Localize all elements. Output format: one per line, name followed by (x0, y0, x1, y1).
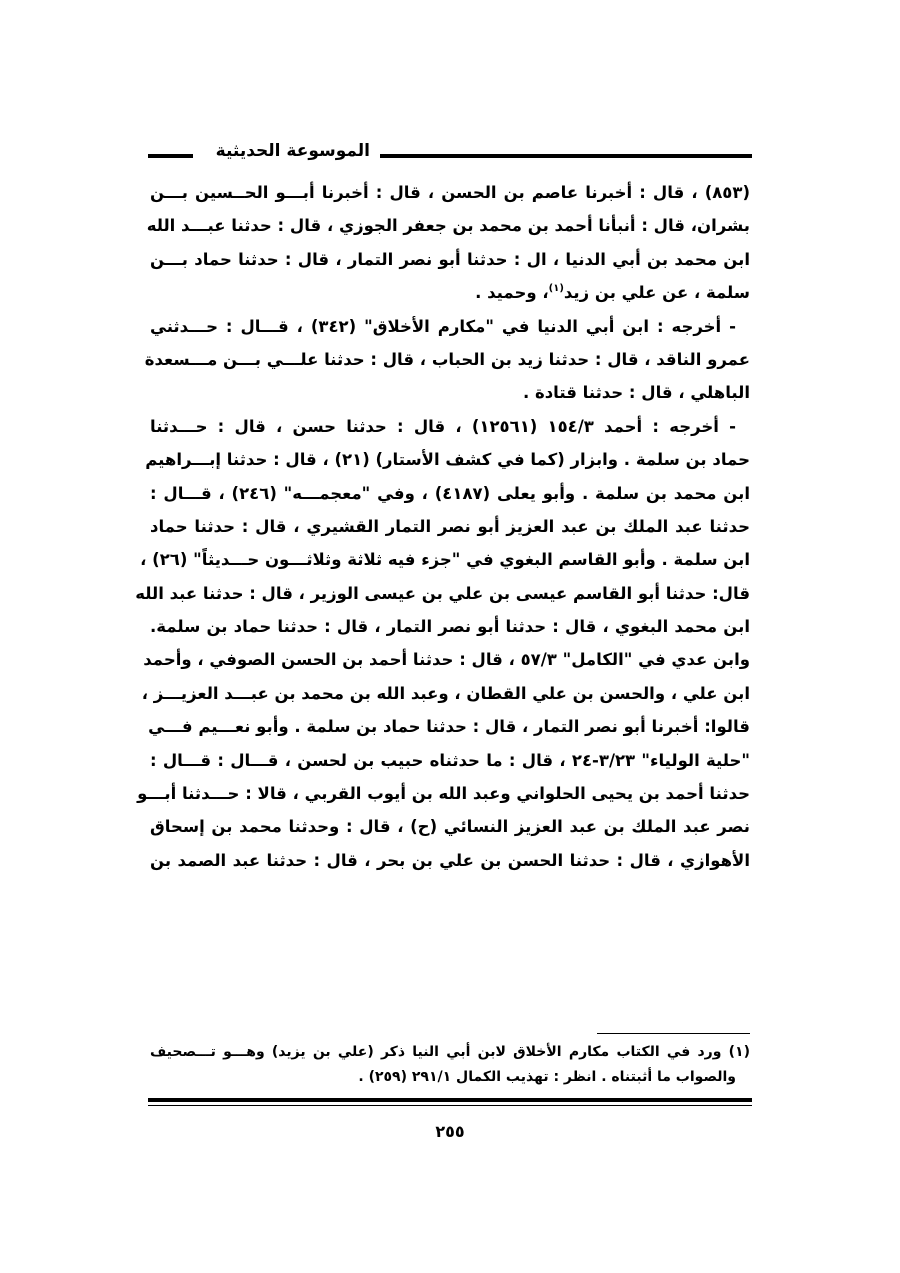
text-line: بشران، قال : أنبأنا أحمد بن محمد بن جعفر الجوزي ، قال : حدثنا عبـــد الله (146, 216, 750, 236)
footnotes (150, 1040, 750, 1090)
footnote-line: والصواب ما أثبتناه . انظر : تهذيب الكمال ٢٩١/١ (٢٥٩) . (358, 1069, 736, 1085)
running-header-title: الموسوعة الحديثية (215, 141, 370, 161)
running-header (148, 143, 752, 167)
text-line: الأهوازي ، قال : حدثنا الحسن بن علي بن بحر ، قال : حدثنا عبد الصمد بن (150, 850, 750, 870)
text-line: "حلية الولياء" ٣/٢٣-٢٤ ، قال : ما حدثناه حبيب بن لحسن ، قـــال : قـــال : (150, 750, 750, 770)
text-line: - أخرجه : ابن أبي الدنيا في "مكارم الأخلاق" (٣٤٢) ، قـــال : حـــدثني (150, 316, 736, 336)
header-rule-left (148, 154, 193, 158)
text-line: نصر عبد الملك بن عبد العزيز النسائي (ح) ، قال : وحدثنا محمد بن إسحاق (150, 817, 750, 837)
text-segment: سلمة ، عن علي بن زيد (563, 283, 750, 303)
main-text (135, 176, 750, 877)
text-line: عمرو الناقد ، قال : حدثنا زيد بن الحباب ، قال : حدثنا علـــي بـــن مـــسعدة (144, 349, 750, 369)
text-line: ابن محمد البغوي ، قال : حدثنا أبو نصر التمار ، قال : حدثنا حماد بن سلمة. (150, 617, 750, 637)
header-rule-right (380, 154, 752, 158)
text-line: الباهلي ، قال : حدثنا قتادة . (522, 383, 750, 403)
text-line: ابن علي ، والحسن بن علي القطان ، وعبد الله بن محمد بن عبـــد العزيـــز ، (141, 683, 750, 703)
text-segment: ، وحميد . (475, 283, 549, 303)
text-line: وابن عدي في "الكامل" ٥٧/٣ ، قال : حدثنا أحمد بن الحسن الصوفي ، وأحمد (143, 650, 750, 670)
text-line: ابن سلمة . وأبو القاسم البغوي في "جزء فيه ثلاثة وثلاثـــون حـــديثاً" (٢٦) ، (140, 550, 750, 570)
text-line: - أخرجه : أحمد ١٥٤/٣ (١٢٥٦١) ، قال : حدثنا حسن ، قال : حـــدثنا (150, 416, 737, 436)
footnote-ref[interactable]: (١) (548, 283, 564, 295)
text-line (150, 276, 750, 309)
text-line: (٨٥٣) ، قال : أخبرنا عاصم بن الحسن ، قال : أخبرنا أبـــو الحــسين بـــن (150, 183, 750, 202)
footnote-separator (597, 1033, 750, 1034)
text-line: ابن محمد بن أبي الدنيا ، ال : حدثنا أبو نصر التمار ، قال : حدثنا حماد بـــن (150, 249, 750, 269)
footnote-line: (١) ورد في الكتاب مكارم الأخلاق لابن أبي النيا ذكر (علي بن يزيد) وهـــو تـــصحيف (150, 1044, 750, 1060)
text-line: قالوا: أخبرنا أبو نصر التمار ، قال : حدثنا حماد بن سلمة . وأبو نعـــيم فـــي (148, 717, 750, 737)
text-line: حدثنا أحمد بن يحيى الحلواني وعبد الله بن أيوب القربي ، قالا : حـــدثنا أبـــو (137, 784, 750, 804)
text-line: حماد بن سلمة . وابزار (كما في كشف الأستار) (٢١) ، قال : حدثنا إبـــراهيم (145, 450, 750, 470)
page-number: ٢٥٥ (435, 1122, 465, 1141)
text-line: قال: حدثنا أبو القاسم عيسى بن علي بن عيسى الوزير ، قال : حدثنا عبد الله (135, 583, 750, 603)
text-line: ابن محمد بن سلمة . وأبو يعلى (٤١٨٧) ، وفي "معجمـــه" (٢٤٦) ، قـــال : (150, 483, 750, 503)
text-line: حدثنا عبد الملك بن عبد العزيز أبو نصر التمار القشيري ، قال : حدثنا حماد (150, 516, 750, 536)
footer-rule (148, 1098, 752, 1102)
footer-rule-thin (148, 1105, 752, 1106)
